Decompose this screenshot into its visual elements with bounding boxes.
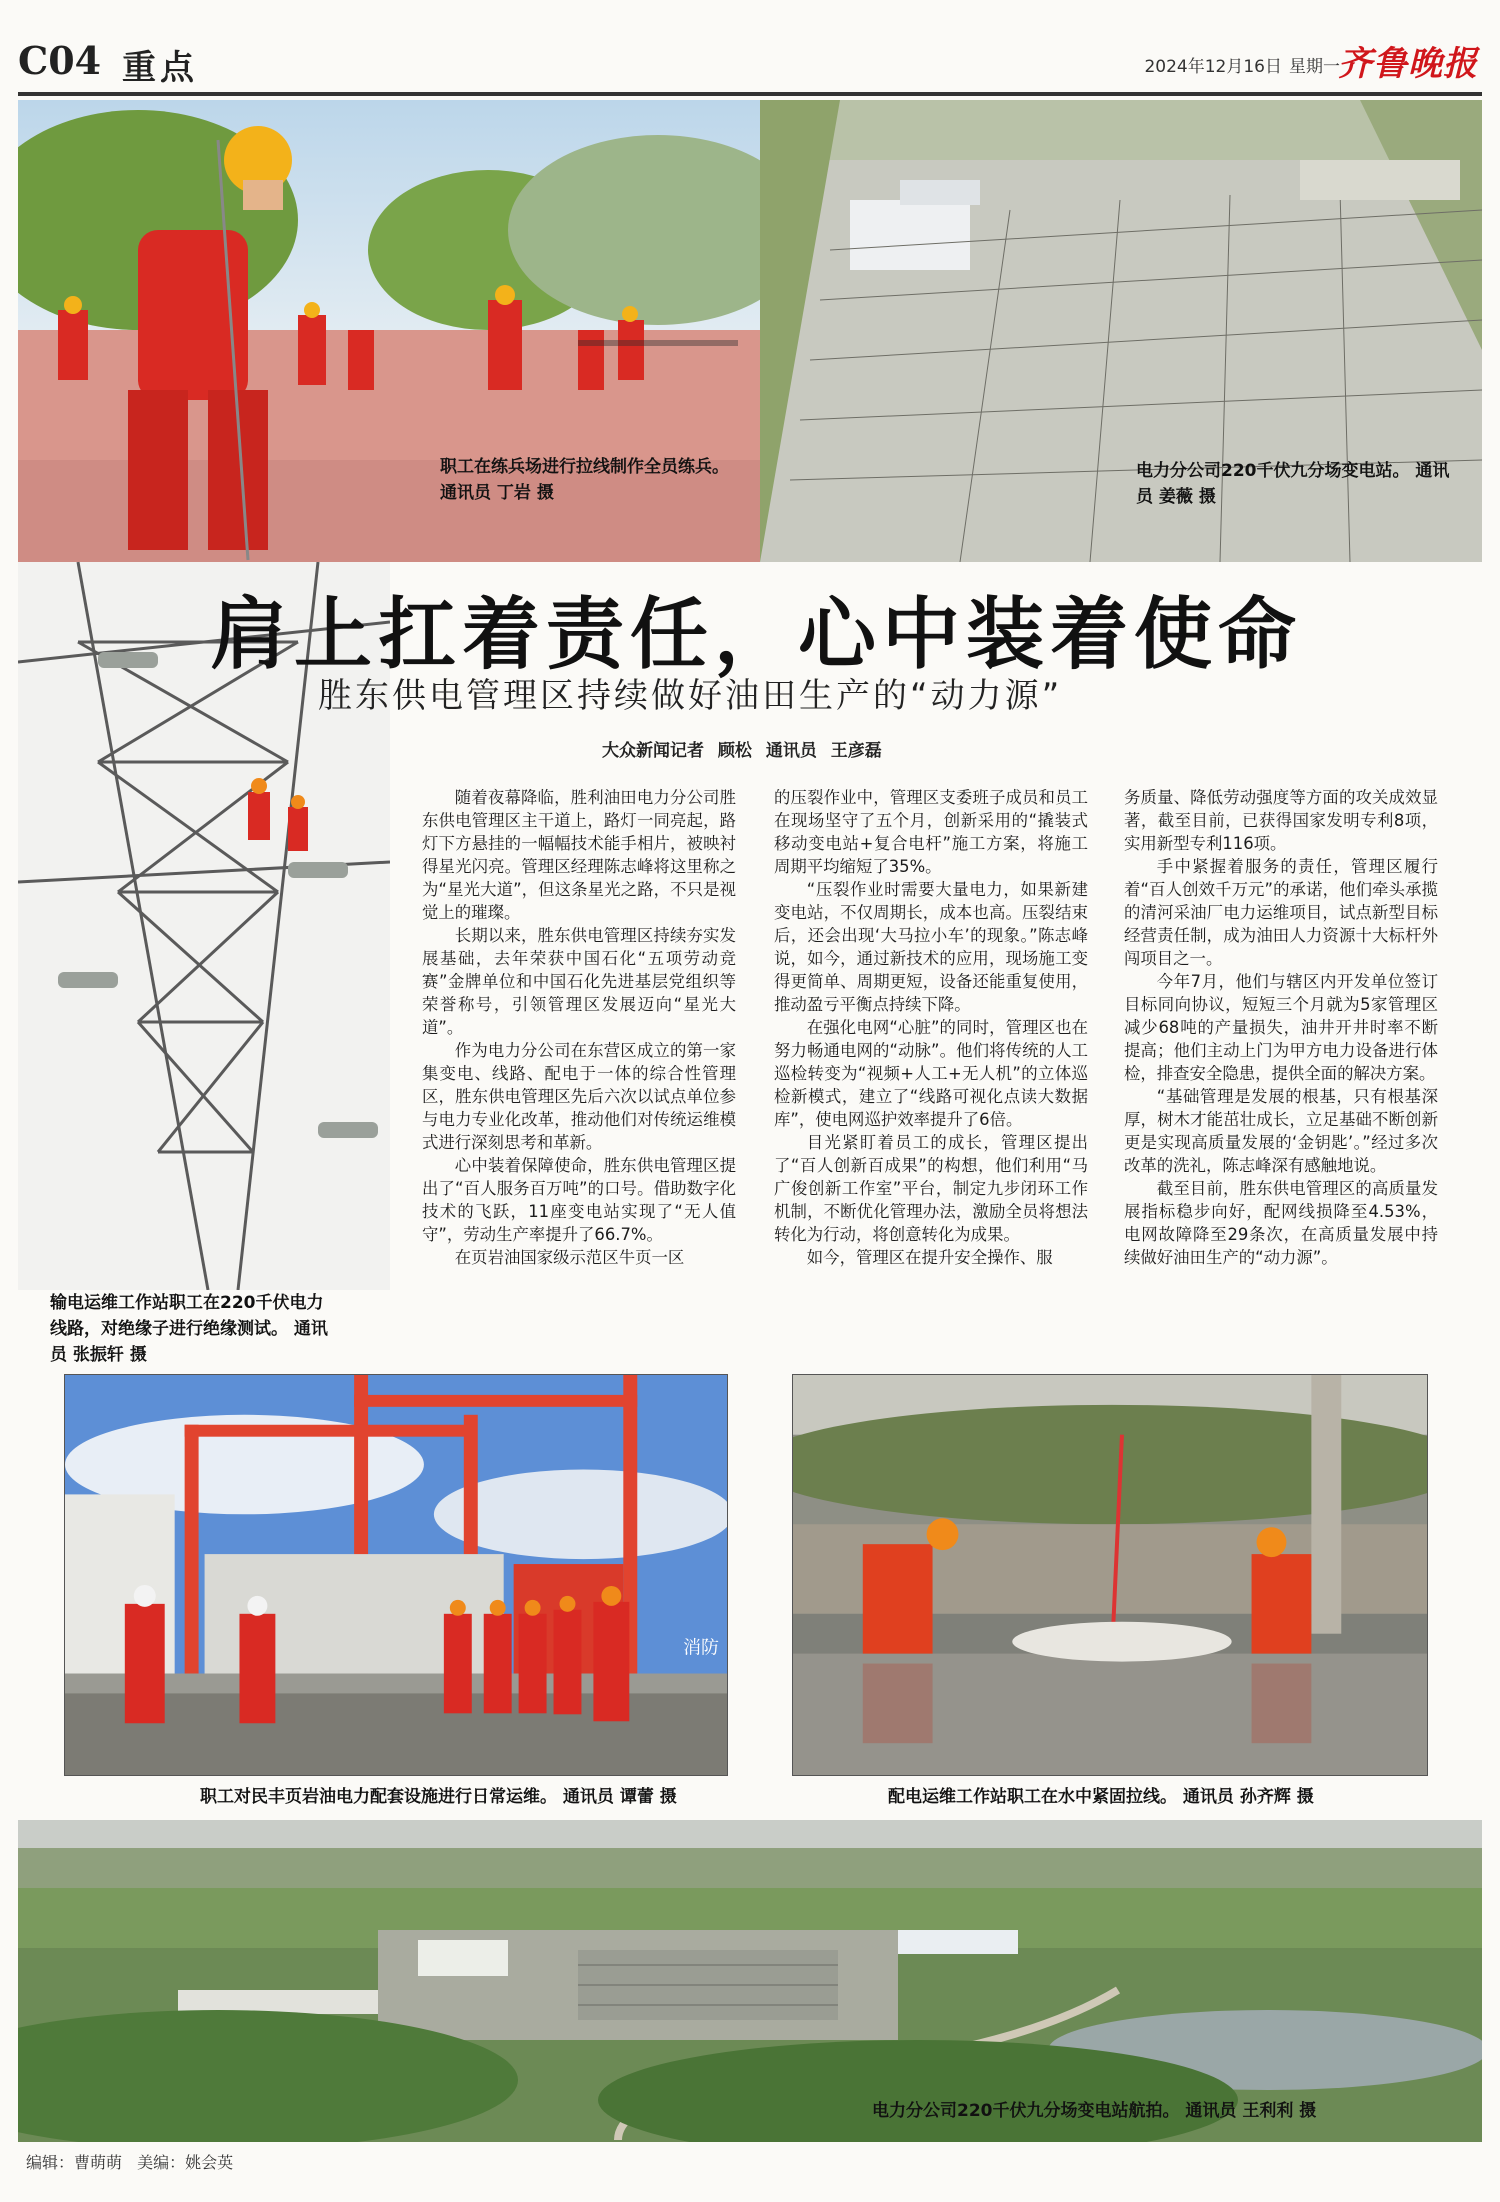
article-paragraph: 目光紧盯着员工的成长，管理区提出了“百人创新百成果”的构想，他们利用“马广俊创新工作室”平台，制定九步闭环工作机制，不断优化管理办法，激励全员将想法转化为行动，将创意转化为成果。	[774, 1133, 1088, 1244]
article-paragraph: 务质量、降低劳动强度等方面的攻关成效显著，截至目前，已获得国家发明专利8项，实用新型专利116项。	[1124, 788, 1438, 853]
issue-weekday: 星期一	[1289, 57, 1340, 77]
article-paragraph: 长期以来，胜东供电管理区持续夯实发展基础，去年荣获中国石化“五项劳动竞赛”金牌单位和中国石化先进基层党组织等荣誉称号，引领管理区发展迈向“星光大道”。	[422, 926, 736, 1037]
issue-date: 2024年12月16日	[1144, 57, 1282, 77]
subheadline: 胜东供电管理区持续做好油田生产的“动力源”	[318, 676, 1063, 716]
masthead-logo: 齐鲁晚报	[1338, 44, 1478, 84]
caption-training: 职工在练兵场进行拉线制作全员练兵。 通讯员 丁岩 摄	[440, 457, 729, 503]
article-column-3	[1124, 786, 1438, 1269]
page-header	[18, 30, 1482, 102]
fire-sign: 消防	[683, 1637, 719, 1659]
article-paragraph: 手中紧握着服务的责任，管理区履行着“百人创效千万元”的承诺，他们牵头承揽的清河采油厂电力运维项目，试点新型目标经营责任制，成为油田人力资源十大标杆外闯项目之一。	[1124, 857, 1438, 968]
photo-water	[792, 1374, 1428, 1776]
article-paragraph: 如今，管理区在提升安全操作、服	[806, 1248, 1053, 1267]
article-paragraph: 截至目前，胜东供电管理区的高质量发展指标稳步向好，配网线损降至4.53%，电网故障降至29条次，在高质量发展中持续做好油田生产的“动力源”。	[1124, 1179, 1438, 1267]
photo-maintenance	[64, 1374, 728, 1776]
article-column-2	[774, 786, 1088, 1269]
header-rule	[18, 92, 1482, 96]
page-code: C04	[18, 38, 102, 83]
article-paragraph: “基础管理是发展的根基，只有根基深厚，树木才能茁壮成长，立足基础不断创新更是实现高质量发展的‘金钥匙’。”经过多次改革的洗礼，陈志峰深有感触地说。	[1124, 1087, 1438, 1175]
photo-aerial	[18, 1820, 1482, 2142]
article-paragraph: 在页岩油国家级示范区牛页一区	[454, 1248, 685, 1267]
caption-water: 配电运维工作站职工在水中紧固拉线。 通讯员 孙齐辉 摄	[888, 1787, 1314, 1807]
caption-tower: 输电运维工作站职工在220千伏电力线路，对绝缘子进行绝缘测试。 通讯员 张振轩 摄	[50, 1293, 328, 1365]
byline: 大众新闻记者 顾松 通讯员 王彦磊	[602, 741, 882, 761]
article-paragraph: 在强化电网“心脏”的同时，管理区也在努力畅通电网的“动脉”。他们将传统的人工巡检转变为“视频+人工+无人机”的立体巡检新模式，建立了“线路可视化点读大数据库”，使电网巡护效率提升了6倍。	[774, 1018, 1088, 1129]
article-paragraph: 随着夜幕降临，胜利油田电力分公司胜东供电管理区主干道上，路灯一同亮起，路灯下方悬挂的一幅幅技术能手相片，被映衬得星光闪亮。管理区经理陈志峰将这里称之为“星光大道”，但这条星光之路，不只是视觉上的璀璨。	[422, 788, 736, 922]
article-paragraph: 的压裂作业中，管理区支委班子成员和员工在现场坚守了五个月，创新采用的“撬装式移动变电站+复合电杆”施工方案，将施工周期平均缩短了35%。	[774, 788, 1088, 876]
page-footer	[26, 2150, 233, 2173]
caption-substation: 电力分公司220千伏九分场变电站。 通讯员 姜薇 摄	[1136, 461, 1450, 507]
art-editor-credit: 美编：姚会英	[137, 2153, 234, 2172]
article-column-1	[422, 786, 736, 1269]
article-paragraph: 今年7月，他们与辖区内开发单位签订目标同向协议，短短三个月就为5家管理区减少68吨的产量损失，油井开井时率不断提高；他们主动上门为甲方电力设备进行体检，排查安全隐患，提供全面的解决方案。	[1124, 972, 1438, 1083]
article-paragraph: “压裂作业时需要大量电力，如果新建变电站，不仅周期长，成本也高。压裂结束后，还会出现‘大马拉小车’的现象。”陈志峰说，如今，通过新技术的应用，现场施工变得更简单、周期更短，设备还能重复使用，推动盈亏平衡点持续下降。	[774, 880, 1088, 1014]
article-paragraph: 心中装着保障使命，胜东供电管理区提出了“百人服务百万吨”的口号。借助数字化技术的飞跃，11座变电站实现了“无人值守”，劳动生产率提升了66.7%。	[422, 1156, 736, 1244]
headline: 肩上扛着责任，心中装着使命	[210, 589, 1303, 680]
caption-aerial: 电力分公司220千伏九分场变电站航拍。 通讯员 王利利 摄	[872, 2101, 1317, 2121]
caption-maintenance: 职工对民丰页岩油电力配套设施进行日常运维。 通讯员 谭蕾 摄	[200, 1787, 677, 1807]
section-name: 重点	[122, 48, 198, 88]
editor-credit: 编辑：曹萌萌	[26, 2153, 123, 2172]
article-paragraph: 作为电力分公司在东营区成立的第一家集变电、线路、配电于一体的综合性管理区，胜东供电管理区先后六次以试点单位参与电力专业化改革，推动他们对传统运维模式进行深刻思考和革新。	[422, 1041, 736, 1152]
